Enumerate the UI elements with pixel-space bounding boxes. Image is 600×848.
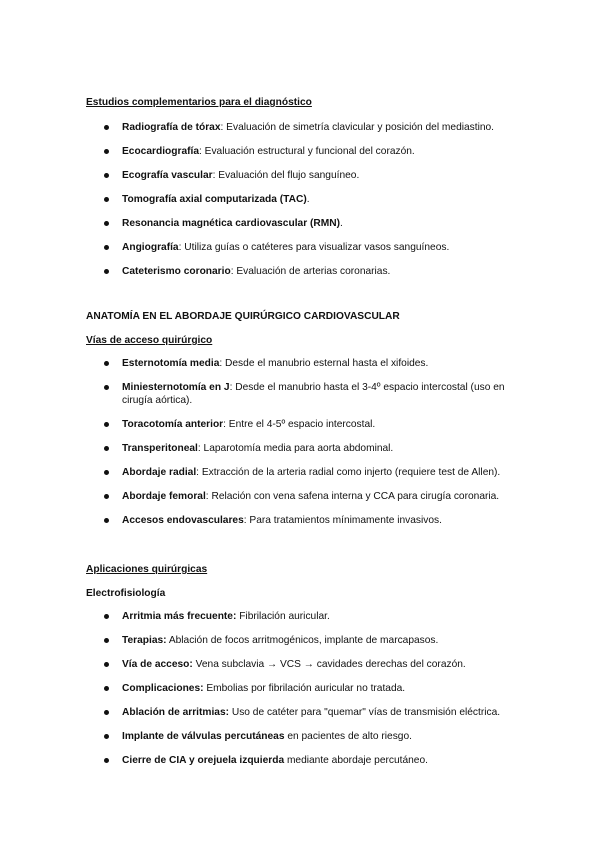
bullet-icon [104,173,109,178]
item-term: Cateterismo coronario [122,266,231,277]
list-item [0,706,600,719]
item-text: : Desde el manubrio hasta el 3-4º espacio intercostal (uso en cirugía aórtica). [122,382,505,406]
item-text: . [306,194,310,205]
item-text: : Evaluación del flujo sanguíneo. [212,170,360,181]
item-term: Arritmia más frecuente: [122,611,237,622]
item-text: mediante abordaje percutáneo. [284,755,428,766]
item-term: Resonancia magnética cardiovascular (RMN) [122,218,340,229]
bullet-icon [104,149,109,154]
bullet-icon [104,686,109,691]
list-item [0,169,600,182]
list-item [0,730,600,743]
item-text: Fibrilación auricular. [236,611,330,622]
item-term: Toracotomía anterior [122,419,224,430]
item-text: : Evaluación estructural y funcional del corazón. [199,146,415,157]
item-text: : Desde el manubrio esternal hasta el xifoides. [219,358,429,369]
item-text: : Entre el 4-5º espacio intercostal. [223,419,376,430]
item-term: Radiografía de tórax [122,122,221,133]
bullet-icon [104,758,109,763]
list-item [0,265,600,278]
bullet-icon [104,269,109,274]
vias-list [0,357,600,527]
item-text: : Utiliza guías o catéteres para visualizar vasos sanguíneos. [178,242,450,253]
list-item [0,357,600,370]
list-item [0,418,600,431]
list-item [0,514,600,527]
item-text: Uso de catéter para "quemar" vías de transmisión eléctrica. [229,707,501,718]
bullet-icon [104,470,109,475]
item-term: Abordaje radial [122,467,197,478]
electrofisiologia-list [0,610,600,767]
section-title-estudios: Estudios complementarios para el diagnóstico [86,97,312,108]
list-item [0,682,600,695]
list-item [0,217,600,230]
bullet-icon [104,197,109,202]
item-text: . [339,218,343,229]
item-text: en pacientes de alto riesgo. [284,731,412,742]
item-text: Ablación de focos arritmogénicos, implante de marcapasos. [166,635,439,646]
bullet-icon [104,662,109,667]
bullet-icon [104,361,109,366]
item-term: Tomografía axial computarizada (TAC) [122,194,307,205]
list-item [0,466,600,479]
list-item [0,442,600,455]
list-item [0,610,600,623]
list-item [0,381,600,407]
list-item [0,490,600,503]
item-term: Esternotomía media [122,358,220,369]
list-item [0,634,600,647]
bullet-icon [104,614,109,619]
bullet-icon [104,710,109,715]
subsection-title-electrofisiologia: Electrofisiología [86,588,166,599]
item-term: Ecocardiografía [122,146,199,157]
item-term: Miniesternotomía en J [122,382,230,393]
list-item [0,145,600,158]
item-term: Transperitoneal [122,443,198,454]
bullet-icon [104,245,109,250]
estudios-list [0,121,600,278]
section-title-anatomia: ANATOMÍA EN EL ABORDAJE QUIRÚRGICO CARDIOVASCULAR [86,311,400,322]
item-text: : Evaluación de simetría clavicular y posición del mediastino. [220,122,495,133]
item-text: : Extracción de la arteria radial como injerto (requiere test de Allen). [196,467,501,478]
list-item [0,121,600,134]
subsection-title-vias: Vías de acceso quirúrgico [86,335,213,346]
bullet-icon [104,125,109,130]
bullet-icon [104,494,109,499]
item-text: Vena subclavia → VCS → cavidades derechas del corazón. [192,659,466,670]
item-term: Ablación de arritmias: [122,707,229,718]
section-title-aplicaciones: Aplicaciones quirúrgicas [86,564,208,575]
item-term: Terapias: [122,635,167,646]
item-text: Embolias por fibrilación auricular no tratada. [203,683,406,694]
item-term: Complicaciones: [122,683,204,694]
list-item [0,241,600,254]
bullet-icon [104,221,109,226]
list-item [0,193,600,206]
item-term: Implante de válvulas percutáneas [122,731,285,742]
item-term: Accesos endovasculares [122,515,244,526]
item-text: : Evaluación de arterias coronarias. [230,266,391,277]
item-term: Vía de acceso: [122,659,193,670]
bullet-icon [104,385,109,390]
item-text: : Laparotomía media para aorta abdominal. [197,443,394,454]
bullet-icon [104,638,109,643]
item-text: : Relación con vena safena interna y CCA para cirugía coronaria. [205,491,500,502]
item-text: : Para tratamientos mínimamente invasivos. [243,515,442,526]
bullet-icon [104,734,109,739]
list-item [0,658,600,671]
item-term: Ecografía vascular [122,170,213,181]
item-term: Angiografía [122,242,179,253]
bullet-icon [104,446,109,451]
bullet-icon [104,422,109,427]
item-term: Cierre de CIA y orejuela izquierda [122,755,285,766]
list-item [0,754,600,767]
item-term: Abordaje femoral [122,491,206,502]
bullet-icon [104,518,109,523]
